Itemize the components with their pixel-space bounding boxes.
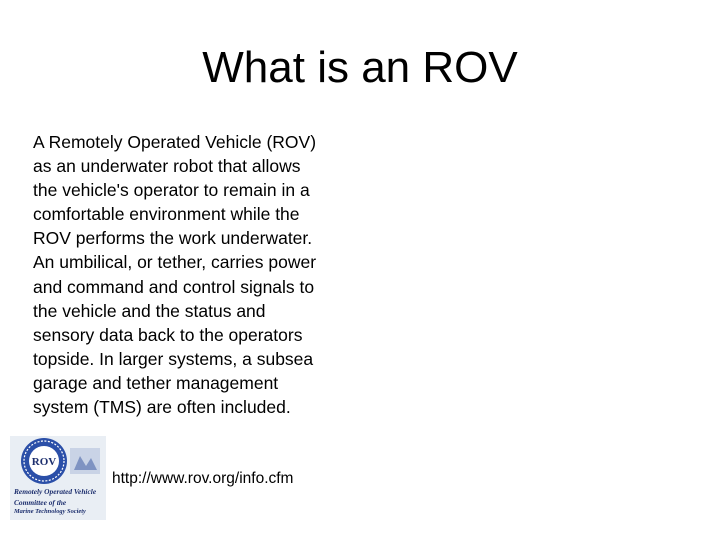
slide-title: What is an ROV (202, 43, 518, 92)
logo-side-panel (70, 448, 100, 474)
slide-body-text (33, 130, 373, 419)
logo-mark-text: ROV (31, 456, 57, 468)
rov-committee-logo (10, 436, 106, 520)
body-line: the vehicle and the status and (33, 300, 266, 321)
body-line: A Remotely Operated Vehicle (ROV) (33, 132, 317, 152)
logo-caption-line1: Remotely Operated Vehicle (14, 487, 97, 496)
body-line: and command and control signals to (33, 276, 315, 297)
body-line: An umbilical, or tether, carries power (33, 252, 317, 273)
body-line: comfortable environment while the (33, 204, 300, 225)
source-link[interactable]: http://www.rov.org/info.cfm (112, 470, 294, 487)
body-line: sensory data back to the operators (33, 324, 303, 345)
logo-caption-line2: Committee of the (14, 498, 67, 507)
body-line: topside. In larger systems, a subsea (33, 348, 314, 369)
body-line: the vehicle's operator to remain in a (33, 180, 310, 201)
logo-caption-line3: Marine Technology Society (14, 508, 86, 515)
body-line: garage and tether management (33, 372, 279, 393)
body-line: as an underwater robot that allows (33, 156, 301, 177)
body-line: ROV performs the work underwater. (33, 228, 313, 249)
logo-emblem (10, 436, 106, 488)
body-line: system (TMS) are often included. (33, 397, 291, 418)
